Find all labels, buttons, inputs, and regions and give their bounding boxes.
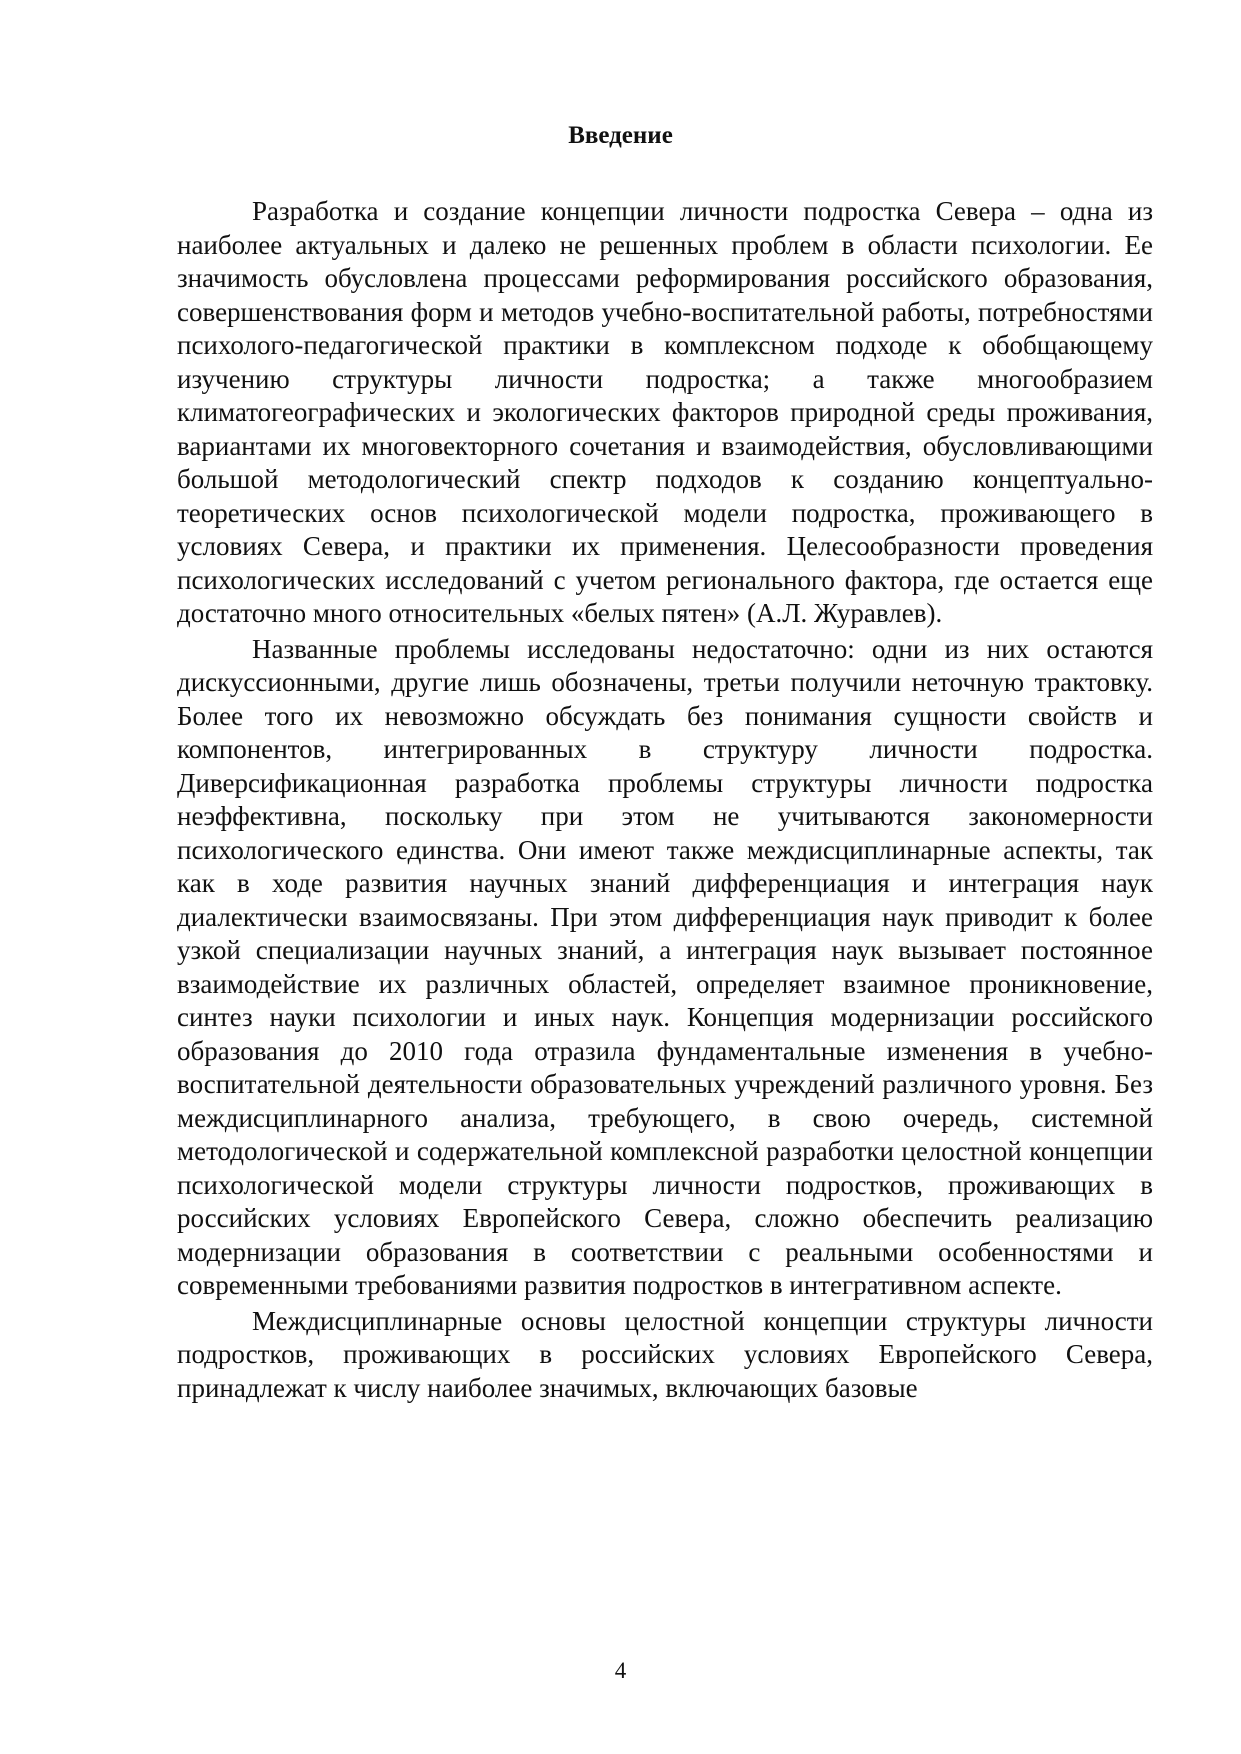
paragraph-1: Разработка и создание концепции личности подростка Севера – одна из наиболее актуальных и далеко не решенных проблем в области психологии. Ее значимость обусловлена процессами реформирования российского образования, совершенствования форм и методов учебно-воспитательной работы, потребностями психолого-педагогической практики в комплексном подходе к обобщающему изучению структуры личности подростка; а также многообразием климатогеографических и экологических факторов природной среды проживания, вариантами их многовекторного сочетания и взаимодействия, обусловливающими большой методологический спектр подходов к созданию концептуально-теоретических основ психологической модели подростка, проживающего в условиях Севера, и практики их применения. Целесообразности проведения психологических исследований с учетом регионального фактора, где остается еще достаточно много относительных «белых пятен» (А.Л. Журавлев).	[177, 196, 1153, 628]
body-text	[177, 195, 1153, 1405]
page-title: Введение	[568, 122, 673, 149]
page-number: 4	[614, 1658, 627, 1683]
paragraph-2: Названные проблемы исследованы недостаточно: одни из них остаются дискуссионными, другие лишь обозначены, третьи получили неточную трактовку. Более того их невозможно обсуждать без понимания сущности свойств и компонентов, интегрированных в структуру личности подростка. Диверсификационная разработка проблемы структуры личности подростка неэффективна, поскольку при этом не учитываются закономерности психологического единства. Они имеют также междисциплинарные аспекты, так как в ходе развития научных знаний дифференциация и интеграция наук диалектически взаимосвязаны. При этом дифференциация наук приводит к более узкой специализации научных знаний, а интеграция наук вызывает постоянное взаимодействие их различных областей, определяет взаимное проникновение, синтез науки психологии и иных наук. Концепция модернизации российского образования до 2010 года отразила фундаментальные изменения в учебно-воспитательной деятельности образовательных учреждений различного уровня. Без междисциплинарного анализа, требующего, в свою очередь, системной методологической и содержательной комплексной разработки целостной концепции психологической модели структуры личности подростков, проживающих в российских условиях Европейского Севера, сложно обеспечить реализацию модернизации образования в соответствии с реальными особенностями и современными требованиями развития подростков в интегративном аспекте.	[177, 633, 1153, 1300]
paragraph-3: Междисциплинарные основы целостной концепции структуры личности подростков, проживающих в российских условиях Европейского Севера, принадлежат к числу наиболее значимых, включающих базовые	[177, 1305, 1153, 1403]
